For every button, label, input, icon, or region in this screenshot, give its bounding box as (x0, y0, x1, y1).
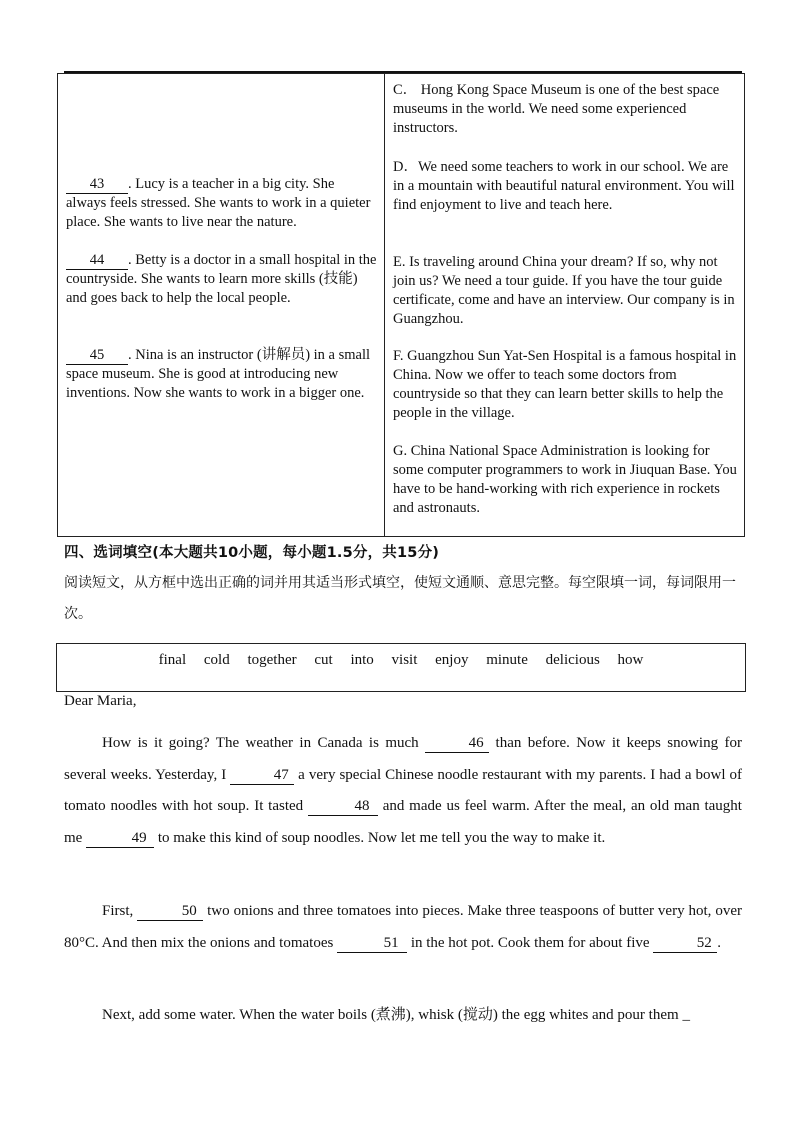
word-bank-box (56, 643, 746, 692)
word-bank-item: enjoy (435, 652, 469, 668)
question-45 (66, 346, 378, 403)
answer-blank-44[interactable]: 44 (66, 252, 128, 270)
letter-text: to make this kind of soup noodles. Now let me tell you the way to make it. (154, 829, 606, 846)
answer-blank-46[interactable]: 46 (425, 735, 489, 753)
letter-paragraph-1 (64, 728, 742, 854)
word-bank-item: into (350, 652, 374, 668)
letter-text: a very special Chinese noodle restaurant with my parents. I had a bowl of tomato noodles with hot soup. It tasted (64, 766, 742, 814)
word-bank-item: cold (203, 652, 230, 668)
section-title: 四、选词填空(本大题共10小题，每小题1.5分，共15分) (64, 545, 440, 561)
people-column (58, 74, 385, 536)
word-bank-item: cut (314, 652, 333, 668)
word-bank-item: together (247, 652, 297, 668)
question-text: . Betty is a doctor in a small hospital in the countryside. She wants to learn more skills (技能) and goes back to help the local people. (66, 252, 377, 306)
word-bank-item: final (158, 652, 187, 668)
answer-blank-49[interactable]: 49 (86, 830, 154, 848)
question-43 (66, 175, 378, 232)
word-bank-item: how (617, 652, 644, 668)
option-g: G. China National Space Administration is looking for some computer programmers to work in Jiuquan Base. You have to be hand-working with rich experience in rockets and astronauts. (393, 443, 737, 516)
question-44 (66, 251, 378, 308)
answer-blank-45[interactable]: 45 (66, 347, 128, 365)
letter-greeting: Dear Maria, (64, 693, 137, 709)
letter-text: First, (102, 903, 138, 919)
options-column (385, 74, 744, 536)
option-c: C． Hong Kong Space Museum is one of the best space museums in the world. We need some experienced instructors. (393, 82, 720, 136)
option-f: F. Guangzhou Sun Yat-Sen Hospital is a famous hospital in China. Now we offer to teach some doctors from countryside so that they can learn better skills to help the people in the village. (393, 348, 737, 421)
question-text: . Nina is an instructor (讲解员) in a small space museum. She is good at introducing new inventions. Now she wants to work in a bigger one. (66, 347, 371, 401)
letter-paragraph-3 (64, 1000, 742, 1032)
letter-text: How is it going? The weather in Canada is much (102, 735, 426, 751)
matching-table (57, 73, 745, 537)
answer-blank-53[interactable]: _ (682, 1007, 690, 1023)
answer-blank-51[interactable]: 51 (337, 935, 407, 953)
answer-blank-50[interactable]: 50 (137, 903, 203, 921)
letter-text: two onions and three tomatoes into pieces. Make three teaspoons of butter very hot, over 80°C. And then mix the onions and tomatoes (64, 903, 743, 951)
letter-text: and made us feel warm. After the meal, an old man taught me (64, 798, 742, 846)
word-bank-item: delicious (545, 652, 600, 668)
section-instructions: 阅读短文，从方框中选出正确的词并用其适当形式填空，使短文通顺、意思完整。每空限填一词，每词限用一次。 (64, 575, 736, 622)
word-bank-item: minute (486, 652, 528, 668)
letter-text: in the hot pot. Cook them for about five (407, 934, 654, 951)
option-e: E. Is traveling around China your dream? If so, why not join us? We need a tour guide. If you have the tour guide certificate, come and have an interview. Our company is in Guangzhou. (393, 254, 735, 327)
answer-blank-48[interactable]: 48 (308, 798, 378, 816)
word-bank-item: visit (391, 652, 418, 668)
question-text: . Lucy is a teacher in a big city. She always feels stressed. She wants to work in a quieter place. She wants to live near the nature. (66, 176, 371, 230)
letter-text: than before. Now it keeps snowing for several weeks. Yesterday, I (64, 735, 742, 783)
option-d: D．We need some teachers to work in our school. We are in a mountain with beautiful natural environment. You will find enjoyment to live and teach here. (393, 159, 735, 213)
answer-blank-47[interactable]: 47 (230, 767, 294, 785)
letter-text: . (717, 934, 722, 951)
letter-text: Next, add some water. When the water boils (煮沸), whisk (搅动) the egg whites and pour them (102, 1007, 683, 1023)
answer-blank-43[interactable]: 43 (66, 176, 128, 194)
answer-blank-52[interactable]: 52 (653, 935, 717, 953)
letter-paragraph-2 (64, 896, 742, 959)
word-bank (57, 652, 745, 669)
